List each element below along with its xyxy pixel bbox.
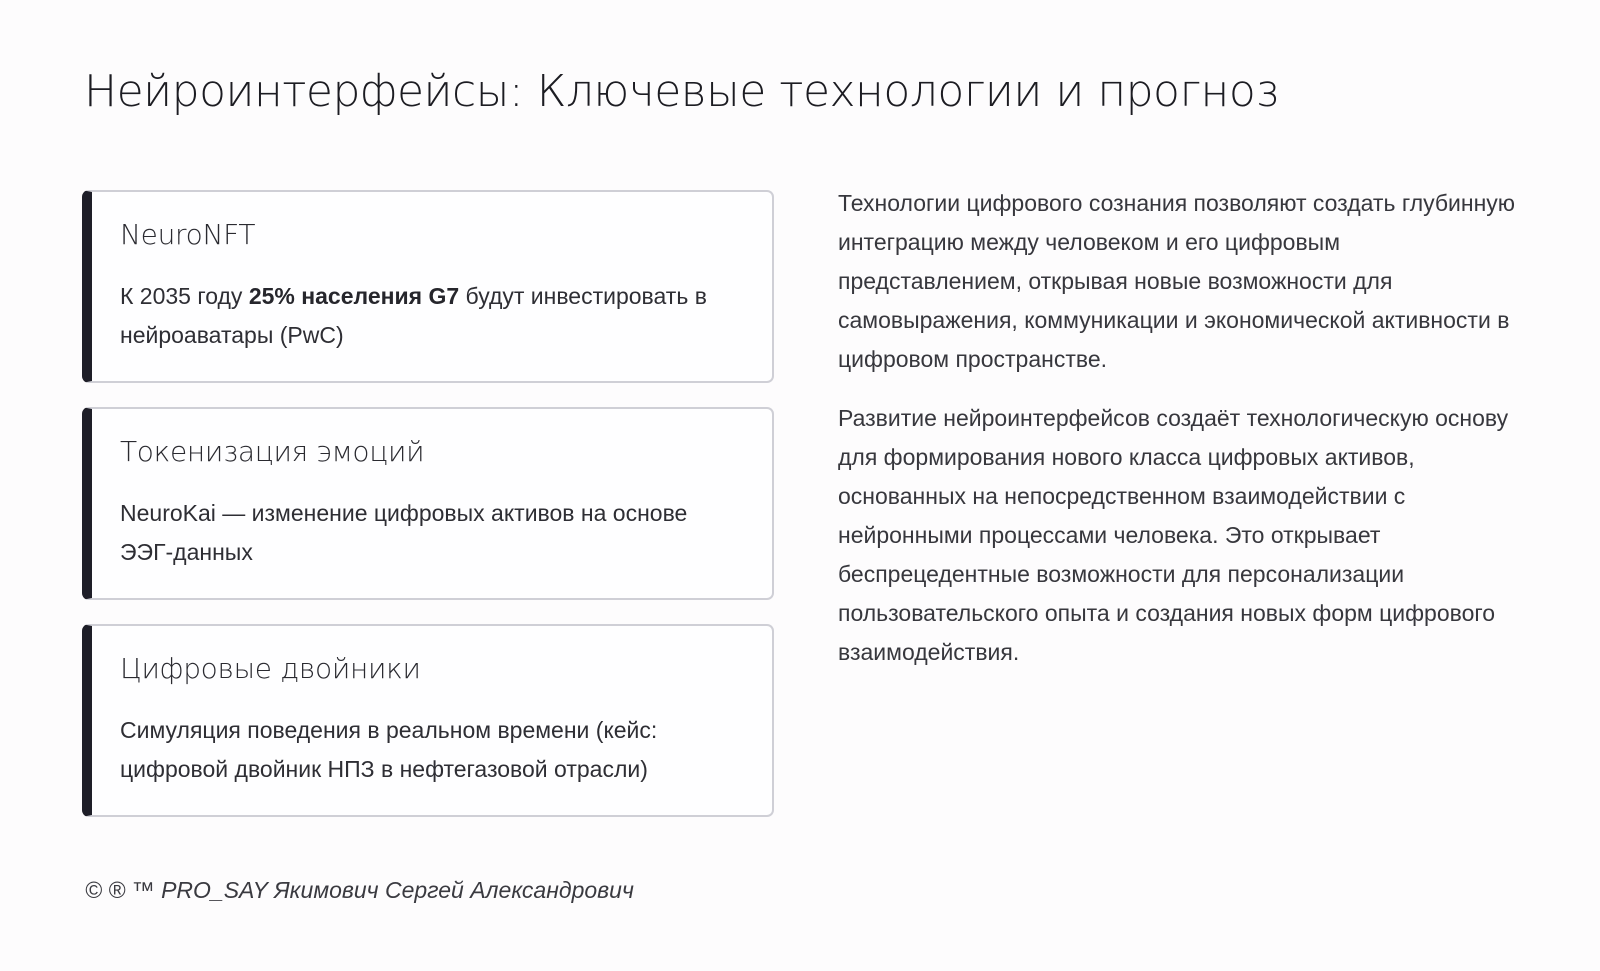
- card-text-part: будут инвестировать в нейроаватары (PwC): [120, 283, 707, 348]
- card-text: [120, 277, 742, 355]
- card-text: Симуляция поведения в реальном времени (кейс: цифровой двойник НПЗ в нефтегазовой отрасли): [120, 717, 658, 782]
- copyright-footer: © ® ™ PRO_SAY Якимович Сергей Александрович: [85, 877, 634, 903]
- card-title: Токенизация эмоций: [120, 435, 425, 468]
- card-text: NeuroKai — изменение цифровых активов на основе ЭЭГ-данных: [120, 500, 688, 565]
- card-text-part: К 2035 году: [120, 283, 249, 309]
- card-emotion-tokenization: [82, 407, 774, 600]
- page-title: Нейроинтерфейсы: Ключевые технологии и прогноз: [84, 66, 1279, 117]
- description-paragraph: Технологии цифрового сознания позволяют создать глубинную интеграцию между человеком и его цифровым представлением, открывая новые возможности для самовыражения, коммуникации и экономической активности в цифровом пространстве.: [838, 190, 1516, 372]
- cards-column: [82, 190, 774, 841]
- card-text-highlight: 25% населения G7: [248, 283, 460, 309]
- card-title: Цифровые двойники: [120, 652, 421, 685]
- card-title: NeuroNFT: [120, 218, 256, 251]
- card-digital-twins: [82, 624, 774, 817]
- description-paragraph: Развитие нейроинтерфейсов создаёт технологическую основу для формирования нового класса цифровых активов, основанных на непосредственном взаимодействии с нейронными процессами человека. Это открывает беспрецедентные возможности для персонализации пользовательского опыта и создания новых форм цифрового взаимодействия.: [838, 405, 1509, 665]
- description-column: [838, 184, 1518, 692]
- card-neuronft: [82, 190, 774, 383]
